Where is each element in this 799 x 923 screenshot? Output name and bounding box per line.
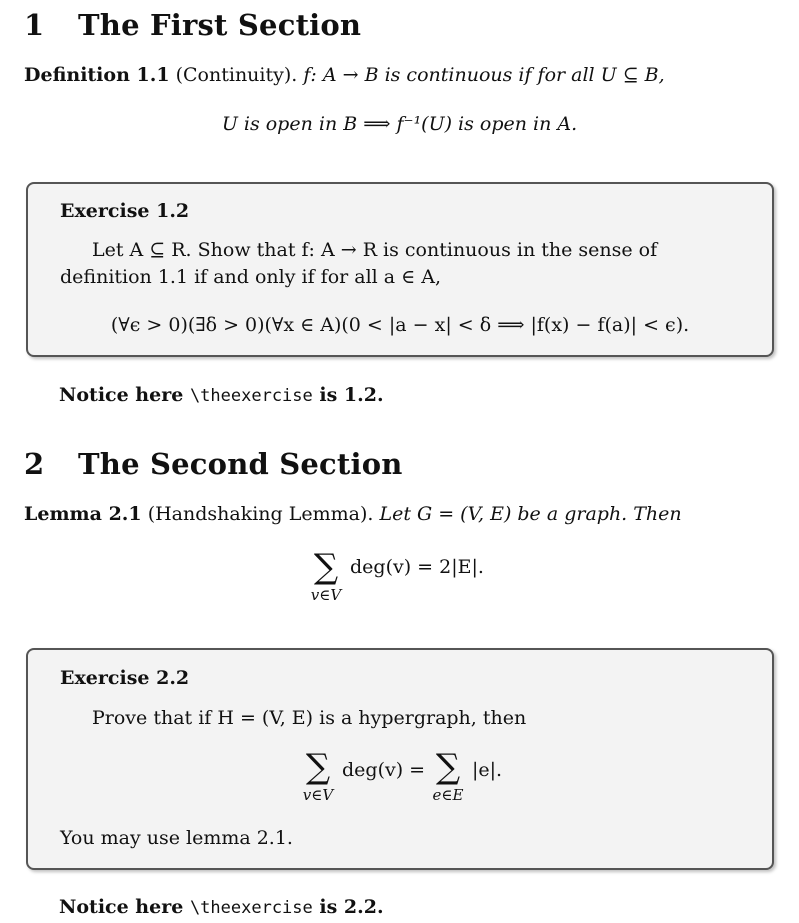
notice-2-prefix: Notice here	[59, 896, 184, 918]
notice-1	[59, 384, 384, 406]
definition-statement	[24, 64, 665, 86]
lemma-label: Lemma 2.1	[24, 503, 142, 525]
exercise-2-sum-right-symbol: ∑	[435, 747, 461, 787]
lemma-text: Let G = (V, E) be a graph. Then	[379, 503, 682, 525]
section-1-title: The First Section	[78, 8, 362, 42]
lemma-name: (Handshaking Lemma).	[147, 503, 374, 525]
exercise-2-sum-right-body: |e|.	[472, 759, 503, 781]
lemma-sum	[306, 547, 346, 604]
section-2-title: The Second Section	[78, 447, 403, 481]
exercise-1-line-1: Let A ⊆ R. Show that f: A → R is continuous in the sense of	[92, 239, 658, 261]
section-2-heading	[24, 447, 403, 481]
lemma-statement	[24, 503, 682, 525]
lemma-sum-subscript: v∈V	[310, 586, 342, 604]
lemma-sum-body: deg(v) = 2|E|.	[350, 556, 484, 578]
exercise-2-sum-left-body: deg(v) =	[342, 759, 426, 781]
definition-display-equation: U is open in B ⟹ f⁻¹(U) is open in A.	[221, 113, 578, 135]
notice-1-command: \theexercise	[189, 386, 313, 406]
exercise-1-line-2: definition 1.1 if and only if for all a ∈ A,	[60, 266, 442, 288]
exercise-1-display-equation: (∀ϵ > 0)(∃δ > 0)(∀x ∈ A)(0 < |a − x| < δ ⟹ |f(x) − f(a)| < ϵ).	[110, 314, 690, 336]
exercise-2-sum-left	[298, 747, 338, 804]
definition-label: Definition 1.1	[24, 64, 170, 86]
section-1-number: 1	[24, 8, 45, 42]
definition-name: (Continuity).	[175, 64, 298, 86]
exercise-2-line-2: You may use lemma 2.1.	[60, 827, 293, 849]
lemma-sum-symbol: ∑	[313, 547, 339, 587]
notice-2	[59, 896, 384, 918]
exercise-1-box	[26, 182, 774, 357]
exercise-2-sum-left-symbol: ∑	[305, 747, 331, 787]
exercise-1-title: Exercise 1.2	[60, 200, 190, 222]
section-2-number: 2	[24, 447, 45, 481]
exercise-2-box	[26, 648, 774, 870]
exercise-2-line-1: Prove that if H = (V, E) is a hypergraph, then	[92, 707, 527, 729]
definition-text: f: A → B is continuous if for all U ⊆ B,	[303, 64, 665, 86]
notice-2-command: \theexercise	[189, 898, 313, 918]
section-1-heading	[24, 8, 361, 42]
exercise-2-sum-right-subscript: e∈E	[432, 786, 464, 804]
exercise-2-sum-left-subscript: v∈V	[302, 786, 334, 804]
notice-1-prefix: Notice here	[59, 384, 184, 406]
exercise-2-sum-right	[428, 747, 468, 804]
notice-2-suffix: is 2.2.	[319, 896, 384, 918]
exercise-2-title: Exercise 2.2	[60, 667, 190, 689]
notice-1-suffix: is 1.2.	[319, 384, 384, 406]
